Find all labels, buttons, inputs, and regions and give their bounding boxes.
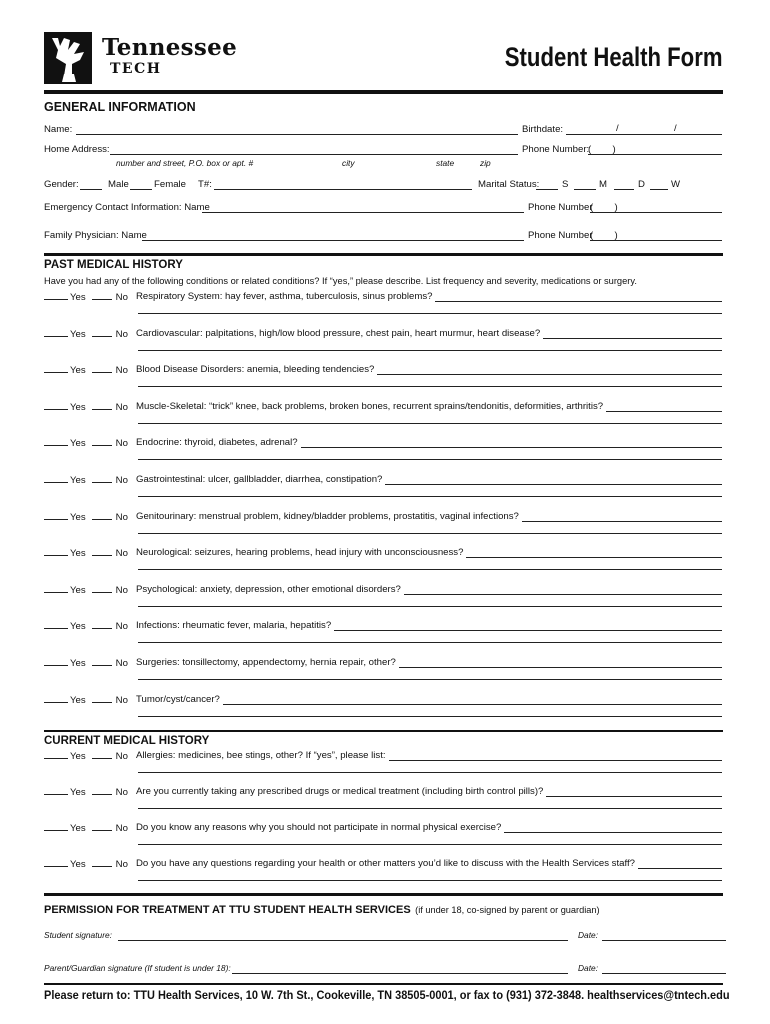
birthdate-label: Birthdate: <box>522 124 564 135</box>
no-blank[interactable] <box>92 401 112 410</box>
no-label: No <box>115 292 128 303</box>
answer-continuation-line[interactable] <box>138 313 722 314</box>
no-blank[interactable] <box>92 822 112 831</box>
return-instructions: Please return to: TTU Health Services, 10 W. 7th St., Cookeville, TN 38505-0001, or fax to (931) 372-3848. healthservices@tntech.edu <box>44 988 730 1002</box>
student-date-label: Date: <box>578 930 599 940</box>
answer-continuation-line[interactable] <box>138 772 722 773</box>
address-hint: number and street, P.O. box or apt. # <box>116 158 254 168</box>
header-rule <box>44 90 723 94</box>
gender-male-blank[interactable] <box>80 189 102 190</box>
yes-no-choice <box>44 620 128 632</box>
answer-continuation-line[interactable] <box>138 716 722 717</box>
answer-field[interactable] <box>377 366 722 375</box>
no-blank[interactable] <box>92 364 112 373</box>
yes-no-choice <box>44 584 128 596</box>
eagle-logo-icon <box>44 30 94 86</box>
answer-continuation-line[interactable] <box>138 423 722 424</box>
permission-heading: PERMISSION FOR TREATMENT AT TTU STUDENT HEALTH SERVICES <box>44 904 411 916</box>
answer-field[interactable] <box>606 403 722 412</box>
yes-no-choice <box>44 511 128 523</box>
answer-continuation-line[interactable] <box>138 533 722 534</box>
yes-blank[interactable] <box>44 620 68 629</box>
yes-no-choice <box>44 401 128 413</box>
question-text: Do you know any reasons why you should not participate in normal physical exercise? <box>136 822 502 833</box>
yes-blank[interactable] <box>44 858 68 867</box>
birthdate-field[interactable] <box>566 134 722 135</box>
parent-date-label: Date: <box>578 963 599 973</box>
answer-continuation-line[interactable] <box>138 569 722 570</box>
physician-phone-field[interactable] <box>590 240 722 241</box>
question-text: Infections: rheumatic fever, malaria, hepatitis? <box>136 620 332 632</box>
no-blank[interactable] <box>92 750 112 759</box>
answer-continuation-line[interactable] <box>138 880 722 881</box>
answer-field[interactable] <box>543 330 722 339</box>
physician-label: Family Physician: Name <box>44 230 147 241</box>
parent-signature-field[interactable] <box>232 973 568 974</box>
yes-label: Yes <box>70 621 86 633</box>
question-line <box>136 364 722 375</box>
yes-label: Yes <box>70 438 86 450</box>
marital-s-blank[interactable] <box>536 189 558 190</box>
form-title: Student Health Form <box>505 42 723 72</box>
gender-label: Gender: <box>44 179 79 190</box>
question-text: Genitourinary: menstrual problem, kidney/bladder problems, prostatitis, vaginal infections? <box>136 510 519 522</box>
no-label: No <box>115 438 128 450</box>
state-hint: state <box>436 158 455 168</box>
answer-field[interactable] <box>334 622 722 631</box>
yes-blank[interactable] <box>44 291 68 300</box>
answer-continuation-line[interactable] <box>138 606 722 607</box>
yes-blank[interactable] <box>44 584 68 593</box>
answer-field[interactable] <box>404 586 722 595</box>
question-line <box>136 657 722 668</box>
emergency-phone-field[interactable] <box>590 212 722 213</box>
no-label: No <box>115 365 128 377</box>
no-label: No <box>115 584 128 596</box>
no-label: No <box>115 621 128 633</box>
current-heading: CURRENT MEDICAL HISTORY <box>44 735 210 747</box>
yes-blank[interactable] <box>44 474 68 483</box>
marital-s: S <box>562 179 569 190</box>
question-text: Respiratory System: hay fever, asthma, tuberculosis, sinus problems? <box>136 291 433 302</box>
yes-label: Yes <box>70 823 86 834</box>
logo-sub: TECH <box>110 61 162 77</box>
answer-field[interactable] <box>385 476 722 485</box>
answer-field[interactable] <box>399 659 722 668</box>
yes-label: Yes <box>70 751 86 762</box>
no-label: No <box>115 475 128 486</box>
no-label: No <box>115 823 128 834</box>
answer-field[interactable] <box>301 439 722 448</box>
yes-label: Yes <box>70 401 86 413</box>
male-label: Male <box>108 179 129 190</box>
zip-hint: zip <box>480 158 491 168</box>
question-text: Gastrointestinal: ulcer, gallbladder, diarrhea, constipation? <box>136 474 383 485</box>
question-line <box>136 401 722 412</box>
yes-no-choice <box>44 858 128 870</box>
question-text: Allergies: medicines, bee stings, other? If “yes”, please list: <box>136 750 386 761</box>
phone-field[interactable] <box>588 154 722 155</box>
yes-no-choice <box>44 657 128 669</box>
yes-no-choice <box>44 750 128 762</box>
tnum-field[interactable] <box>214 189 472 190</box>
yes-blank[interactable] <box>44 822 68 831</box>
marital-label: Marital Status: <box>478 179 540 190</box>
yes-no-choice <box>44 786 128 798</box>
past-intro: Have you had any of the following conditions or related conditions? If “yes,” please describe. List frequency and severity, medications or surgery. <box>44 276 637 286</box>
answer-field[interactable] <box>504 824 722 833</box>
answer-continuation-line[interactable] <box>138 642 722 643</box>
question-text: Surgeries: tonsillectomy, appendectomy, hernia repair, other? <box>136 657 396 668</box>
question-line <box>136 786 722 797</box>
student-signature-label: Student signature: <box>44 930 112 940</box>
marital-m-blank[interactable] <box>574 189 596 190</box>
question-text: Blood Disease Disorders: anemia, bleeding tendencies? <box>136 364 375 376</box>
gender-female-blank[interactable] <box>130 189 152 190</box>
no-blank[interactable] <box>92 511 112 520</box>
yes-no-choice <box>44 291 128 303</box>
answer-field[interactable] <box>546 788 722 797</box>
yes-label: Yes <box>70 694 86 706</box>
answer-continuation-line[interactable] <box>138 459 722 460</box>
no-label: No <box>115 859 128 870</box>
no-blank[interactable] <box>92 437 112 446</box>
question-line <box>136 584 722 595</box>
question-text: Psychological: anxiety, depression, other emotional disorders? <box>136 583 401 595</box>
no-label: No <box>115 751 128 762</box>
answer-continuation-line[interactable] <box>138 808 722 809</box>
yes-no-choice <box>44 437 128 449</box>
yes-blank[interactable] <box>44 547 68 556</box>
phone-label: Phone Number: <box>522 144 590 155</box>
yes-blank[interactable] <box>44 401 68 410</box>
home-address-field[interactable] <box>110 154 518 155</box>
no-blank[interactable] <box>92 786 112 795</box>
yes-label: Yes <box>70 548 86 560</box>
physician-area-code: ( ) <box>590 230 618 241</box>
general-heading: GENERAL INFORMATION <box>44 100 196 114</box>
question-line <box>136 750 722 761</box>
question-line <box>136 547 722 558</box>
question-line <box>136 694 722 705</box>
emergency-label: Emergency Contact Information: Name <box>44 202 210 213</box>
emergency-phone-label: Phone Number <box>528 202 593 213</box>
no-blank[interactable] <box>92 584 112 593</box>
parent-date-field[interactable] <box>602 973 726 974</box>
question-text: Do you have any questions regarding your health or other matters you’d like to discuss with the Health Services staff? <box>136 858 635 869</box>
yes-label: Yes <box>70 365 86 377</box>
question-text: Cardiovascular: palpitations, high/low blood pressure, chest pain, heart murmur, heart disease? <box>136 327 541 339</box>
answer-field[interactable] <box>223 696 722 705</box>
question-text: Endocrine: thyroid, diabetes, adrenal? <box>136 437 298 449</box>
yes-label: Yes <box>70 787 86 798</box>
no-label: No <box>115 694 128 706</box>
phone-area-code: ( ) <box>588 144 616 155</box>
question-line <box>136 858 722 869</box>
no-blank[interactable] <box>92 474 112 483</box>
no-blank[interactable] <box>92 547 112 556</box>
physician-name-field[interactable] <box>142 240 524 241</box>
no-label: No <box>115 787 128 798</box>
no-label: No <box>115 511 128 523</box>
question-text: Are you currently taking any prescribed drugs or medical treatment (including birth control pills)? <box>136 786 544 797</box>
marital-d: D <box>638 179 645 190</box>
yes-blank[interactable] <box>44 657 68 666</box>
answer-continuation-line[interactable] <box>138 496 722 497</box>
no-label: No <box>115 548 128 560</box>
yes-blank[interactable] <box>44 511 68 520</box>
yes-label: Yes <box>70 584 86 596</box>
answer-field[interactable] <box>389 752 722 761</box>
question-line <box>136 620 722 631</box>
no-label: No <box>115 658 128 669</box>
yes-label: Yes <box>70 658 86 669</box>
permission-heading-row <box>44 900 600 918</box>
yes-blank[interactable] <box>44 786 68 795</box>
no-blank[interactable] <box>92 657 112 666</box>
city-hint: city <box>342 158 355 168</box>
yes-no-choice <box>44 822 128 834</box>
student-signature-field[interactable] <box>118 940 568 941</box>
emergency-area-code: ( ) <box>590 202 618 213</box>
marital-w: W <box>671 179 681 190</box>
student-date-field[interactable] <box>602 940 726 941</box>
marital-w-blank[interactable] <box>650 189 668 190</box>
tnum-label: T#: <box>198 179 212 190</box>
yes-no-choice <box>44 694 128 706</box>
home-address-label: Home Address: <box>44 144 110 155</box>
no-label: No <box>115 328 128 340</box>
permission-note: (if under 18, co-signed by parent or guardian) <box>415 905 600 915</box>
no-blank[interactable] <box>92 694 112 703</box>
past-rule <box>44 253 723 256</box>
physician-phone-label: Phone Number <box>528 230 593 241</box>
yes-blank[interactable] <box>44 328 68 337</box>
question-text: Tumor/cyst/cancer? <box>136 693 220 705</box>
parent-signature-label: Parent/Guardian signature (If student is under 18): <box>44 963 231 973</box>
yes-label: Yes <box>70 511 86 523</box>
no-blank[interactable] <box>92 858 112 867</box>
yes-no-choice <box>44 547 128 559</box>
yes-label: Yes <box>70 292 86 303</box>
yes-label: Yes <box>70 859 86 870</box>
yes-label: Yes <box>70 475 86 486</box>
yes-blank[interactable] <box>44 750 68 759</box>
footer-rule <box>44 983 723 985</box>
question-line <box>136 291 722 302</box>
yes-no-choice <box>44 328 128 340</box>
name-field[interactable] <box>76 134 518 135</box>
yes-no-choice <box>44 474 128 486</box>
yes-blank[interactable] <box>44 694 68 703</box>
question-text: Neurological: seizures, hearing problems, head injury with unconsciousness? <box>136 547 464 559</box>
birthdate-slash-1: / <box>616 123 619 134</box>
question-text: Muscle-Skeletal: “trick” knee, back problems, broken bones, recurrent sprains/tendonitis, deformities, arthritis? <box>136 400 604 412</box>
logo <box>44 30 254 86</box>
answer-continuation-line[interactable] <box>138 386 722 387</box>
birthdate-slash-2: / <box>674 123 677 134</box>
answer-continuation-line[interactable] <box>138 679 722 680</box>
no-label: No <box>115 401 128 413</box>
name-label: Name: <box>44 124 73 135</box>
permission-rule <box>44 893 723 896</box>
question-line <box>136 328 722 339</box>
emergency-name-field[interactable] <box>202 212 524 213</box>
question-line <box>136 437 722 448</box>
logo-word: Tennessee <box>102 34 238 61</box>
marital-d-blank[interactable] <box>614 189 634 190</box>
question-line <box>136 511 722 522</box>
question-line <box>136 474 722 485</box>
no-blank[interactable] <box>92 620 112 629</box>
no-blank[interactable] <box>92 291 112 300</box>
past-heading: PAST MEDICAL HISTORY <box>44 259 183 271</box>
answer-field[interactable] <box>466 549 722 558</box>
answer-continuation-line[interactable] <box>138 350 722 351</box>
answer-continuation-line[interactable] <box>138 844 722 845</box>
answer-field[interactable] <box>638 860 722 869</box>
yes-blank[interactable] <box>44 437 68 446</box>
yes-blank[interactable] <box>44 364 68 373</box>
current-rule <box>44 730 723 732</box>
question-line <box>136 822 722 833</box>
yes-label: Yes <box>70 328 86 340</box>
no-blank[interactable] <box>92 328 112 337</box>
female-label: Female <box>154 179 186 190</box>
answer-field[interactable] <box>435 293 722 302</box>
marital-m: M <box>599 179 607 190</box>
yes-no-choice <box>44 364 128 376</box>
answer-field[interactable] <box>522 513 722 522</box>
